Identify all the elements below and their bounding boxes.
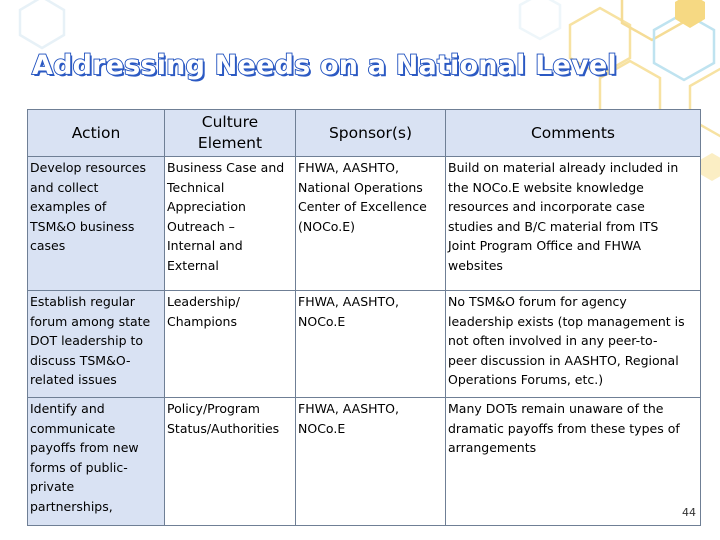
hexagon-icon	[622, 0, 682, 40]
hexagon-icon	[20, 0, 64, 48]
cell-culture-element: Policy/Program Status/Authorities	[165, 398, 296, 526]
cell-sponsors: FHWA, AASHTO, National Operations Center of Excellence (NOCo.E)	[296, 157, 446, 291]
cell-action: Develop resources and collect examples of TSM&O business cases	[28, 157, 165, 291]
cell-comments: No TSM&O forum for agency leadership exists (top management is not often involved in any peer-to- peer discussion in AASHTO, Regional Operations Forums, etc.)	[446, 291, 701, 398]
table-row	[28, 157, 701, 291]
cell-action: Identify and communicate payoffs from new forms of public- private partnerships,	[28, 398, 165, 526]
actions-table	[27, 109, 701, 526]
hexagon-icon	[520, 0, 560, 39]
table-header-row	[28, 110, 701, 157]
cell-sponsors: FHWA, AASHTO, NOCo.E	[296, 291, 446, 398]
header-culture-element: Culture Element	[165, 110, 296, 157]
header-comments: Comments	[446, 110, 701, 157]
cell-comments: Build on material already included in the NOCo.E website knowledge resources and incorporate case studies and B/C material from ITS Joint Program Office and FHWA websites	[446, 157, 701, 291]
cell-culture-element: Leadership/ Champions	[165, 291, 296, 398]
hexagon-icon	[675, 0, 705, 28]
table-row	[28, 291, 701, 398]
table-row	[28, 398, 701, 526]
slide-title: Addressing Needs on a National Level	[32, 50, 617, 81]
cell-comments: Many DOTs remain unaware of the dramatic payoffs from these types of arrangements	[446, 398, 701, 526]
hexagon-icon	[700, 153, 720, 181]
cell-action: Establish regular forum among state DOT leadership to discuss TSM&O- related issues	[28, 291, 165, 398]
page-number: 44	[682, 506, 696, 519]
cell-sponsors: FHWA, AASHTO, NOCo.E	[296, 398, 446, 526]
header-sponsors: Sponsor(s)	[296, 110, 446, 157]
header-action: Action	[28, 110, 165, 157]
cell-culture-element: Business Case and Technical Appreciation Outreach – Internal and External	[165, 157, 296, 291]
